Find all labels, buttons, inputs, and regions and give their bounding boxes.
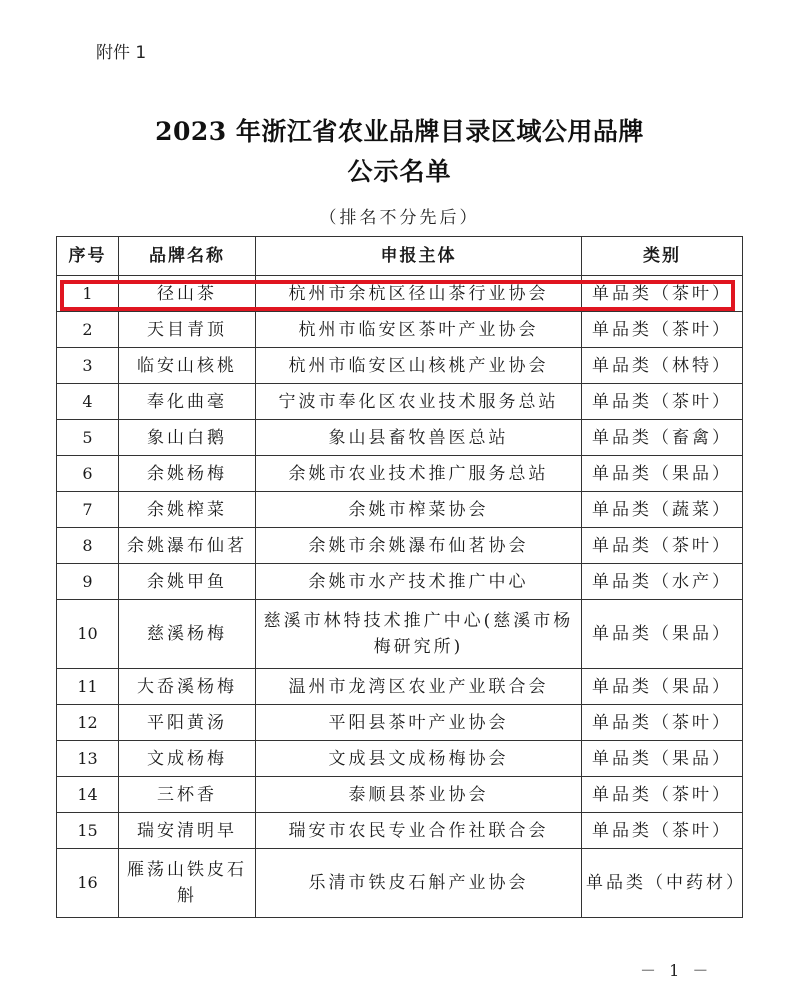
row-applicant: 余姚市余姚瀑布仙茗协会: [256, 528, 582, 564]
table-row: [57, 312, 743, 348]
row-brand-name: 平阳黄汤: [119, 705, 256, 741]
row-applicant: 杭州市临安区茶叶产业协会: [256, 312, 582, 348]
row-category: 单品类（果品）: [582, 669, 743, 705]
row-applicant: 余姚市农业技术推广服务总站: [256, 456, 582, 492]
row-serial-number: 5: [57, 420, 119, 456]
table-row: [57, 600, 743, 669]
table-row: [57, 348, 743, 384]
document-title-line2: 公示名单: [347, 157, 452, 186]
row-applicant: 平阳县茶叶产业协会: [256, 705, 582, 741]
row-applicant: 文成县文成杨梅协会: [256, 741, 582, 777]
table-row: [57, 420, 743, 456]
row-applicant: 宁波市奉化区农业技术服务总站: [256, 384, 582, 420]
row-serial-number: 12: [57, 705, 119, 741]
row-applicant: 慈溪市林特技术推广中心(慈溪市杨梅研究所): [256, 600, 582, 669]
row-brand-name: 余姚榨菜: [119, 492, 256, 528]
row-category: 单品类（茶叶）: [582, 276, 743, 312]
row-brand-name: 三杯香: [119, 777, 256, 813]
row-serial-number: 15: [57, 813, 119, 849]
attachment-label: 附件 1: [96, 43, 147, 63]
row-brand-name: 大岙溪杨梅: [119, 669, 256, 705]
row-applicant: 象山县畜牧兽医总站: [256, 420, 582, 456]
header-serial-number: 序号: [57, 237, 119, 276]
page-number: － 1 －: [640, 961, 713, 980]
row-category: 单品类（畜禽）: [582, 420, 743, 456]
row-category: 单品类（蔬菜）: [582, 492, 743, 528]
row-category: 单品类（中药材）: [582, 849, 743, 918]
table-row: [57, 384, 743, 420]
row-applicant: 瑞安市农民专业合作社联合会: [256, 813, 582, 849]
row-category: 单品类（林特）: [582, 348, 743, 384]
row-brand-name: 径山茶: [119, 276, 256, 312]
row-category: 单品类（茶叶）: [582, 312, 743, 348]
row-brand-name: 余姚杨梅: [119, 456, 256, 492]
row-serial-number: 9: [57, 564, 119, 600]
row-category: 单品类（茶叶）: [582, 777, 743, 813]
table-header-row: [57, 237, 743, 276]
row-serial-number: 13: [57, 741, 119, 777]
header-category: 类别: [582, 237, 743, 276]
row-brand-name: 天目青顶: [119, 312, 256, 348]
row-category: 单品类（茶叶）: [582, 384, 743, 420]
row-applicant: 余姚市水产技术推广中心: [256, 564, 582, 600]
row-applicant: 杭州市临安区山核桃产业协会: [256, 348, 582, 384]
highlight-box: [60, 280, 735, 311]
document-title: 2023 年浙江省农业品牌目录区域公用品牌: [155, 117, 644, 146]
table-row: [57, 741, 743, 777]
row-serial-number: 6: [57, 456, 119, 492]
table-row: [57, 813, 743, 849]
table-row: [57, 564, 743, 600]
row-category: 单品类（果品）: [582, 741, 743, 777]
row-applicant: 乐清市铁皮石斛产业协会: [256, 849, 582, 918]
row-applicant: 温州市龙湾区农业产业联合会: [256, 669, 582, 705]
header-brand-name: 品牌名称: [119, 237, 256, 276]
row-serial-number: 14: [57, 777, 119, 813]
row-applicant: 杭州市余杭区径山茶行业协会: [256, 276, 582, 312]
row-brand-name: 临安山核桃: [119, 348, 256, 384]
table-row: [57, 849, 743, 918]
row-brand-name: 象山白鹅: [119, 420, 256, 456]
table-row: [57, 528, 743, 564]
row-category: 单品类（果品）: [582, 600, 743, 669]
row-serial-number: 1: [57, 276, 119, 312]
table-row: [57, 456, 743, 492]
row-brand-name: 文成杨梅: [119, 741, 256, 777]
row-applicant: 泰顺县茶业协会: [256, 777, 582, 813]
row-category: 单品类（茶叶）: [582, 813, 743, 849]
table-row: [57, 669, 743, 705]
row-serial-number: 7: [57, 492, 119, 528]
table-row: [57, 705, 743, 741]
row-category: 单品类（水产）: [582, 564, 743, 600]
row-serial-number: 16: [57, 849, 119, 918]
row-category: 单品类（茶叶）: [582, 705, 743, 741]
row-brand-name: 慈溪杨梅: [119, 600, 256, 669]
row-serial-number: 4: [57, 384, 119, 420]
table-body: [57, 276, 746, 918]
brand-list-table: [56, 236, 746, 918]
header-applicant: 申报主体: [256, 237, 582, 276]
document-subtitle: （排名不分先后）: [319, 208, 480, 228]
table-row: [57, 492, 743, 528]
row-applicant: 余姚市榨菜协会: [256, 492, 582, 528]
row-category: 单品类（果品）: [582, 456, 743, 492]
table-row: [57, 777, 743, 813]
row-brand-name: 余姚瀑布仙茗: [119, 528, 256, 564]
row-serial-number: 10: [57, 600, 119, 669]
row-brand-name: 奉化曲毫: [119, 384, 256, 420]
row-serial-number: 11: [57, 669, 119, 705]
row-category: 单品类（茶叶）: [582, 528, 743, 564]
row-serial-number: 3: [57, 348, 119, 384]
row-serial-number: 2: [57, 312, 119, 348]
row-brand-name: 余姚甲鱼: [119, 564, 256, 600]
row-brand-name: 雁荡山铁皮石斛: [119, 849, 256, 918]
row-brand-name: 瑞安清明早: [119, 813, 256, 849]
row-serial-number: 8: [57, 528, 119, 564]
